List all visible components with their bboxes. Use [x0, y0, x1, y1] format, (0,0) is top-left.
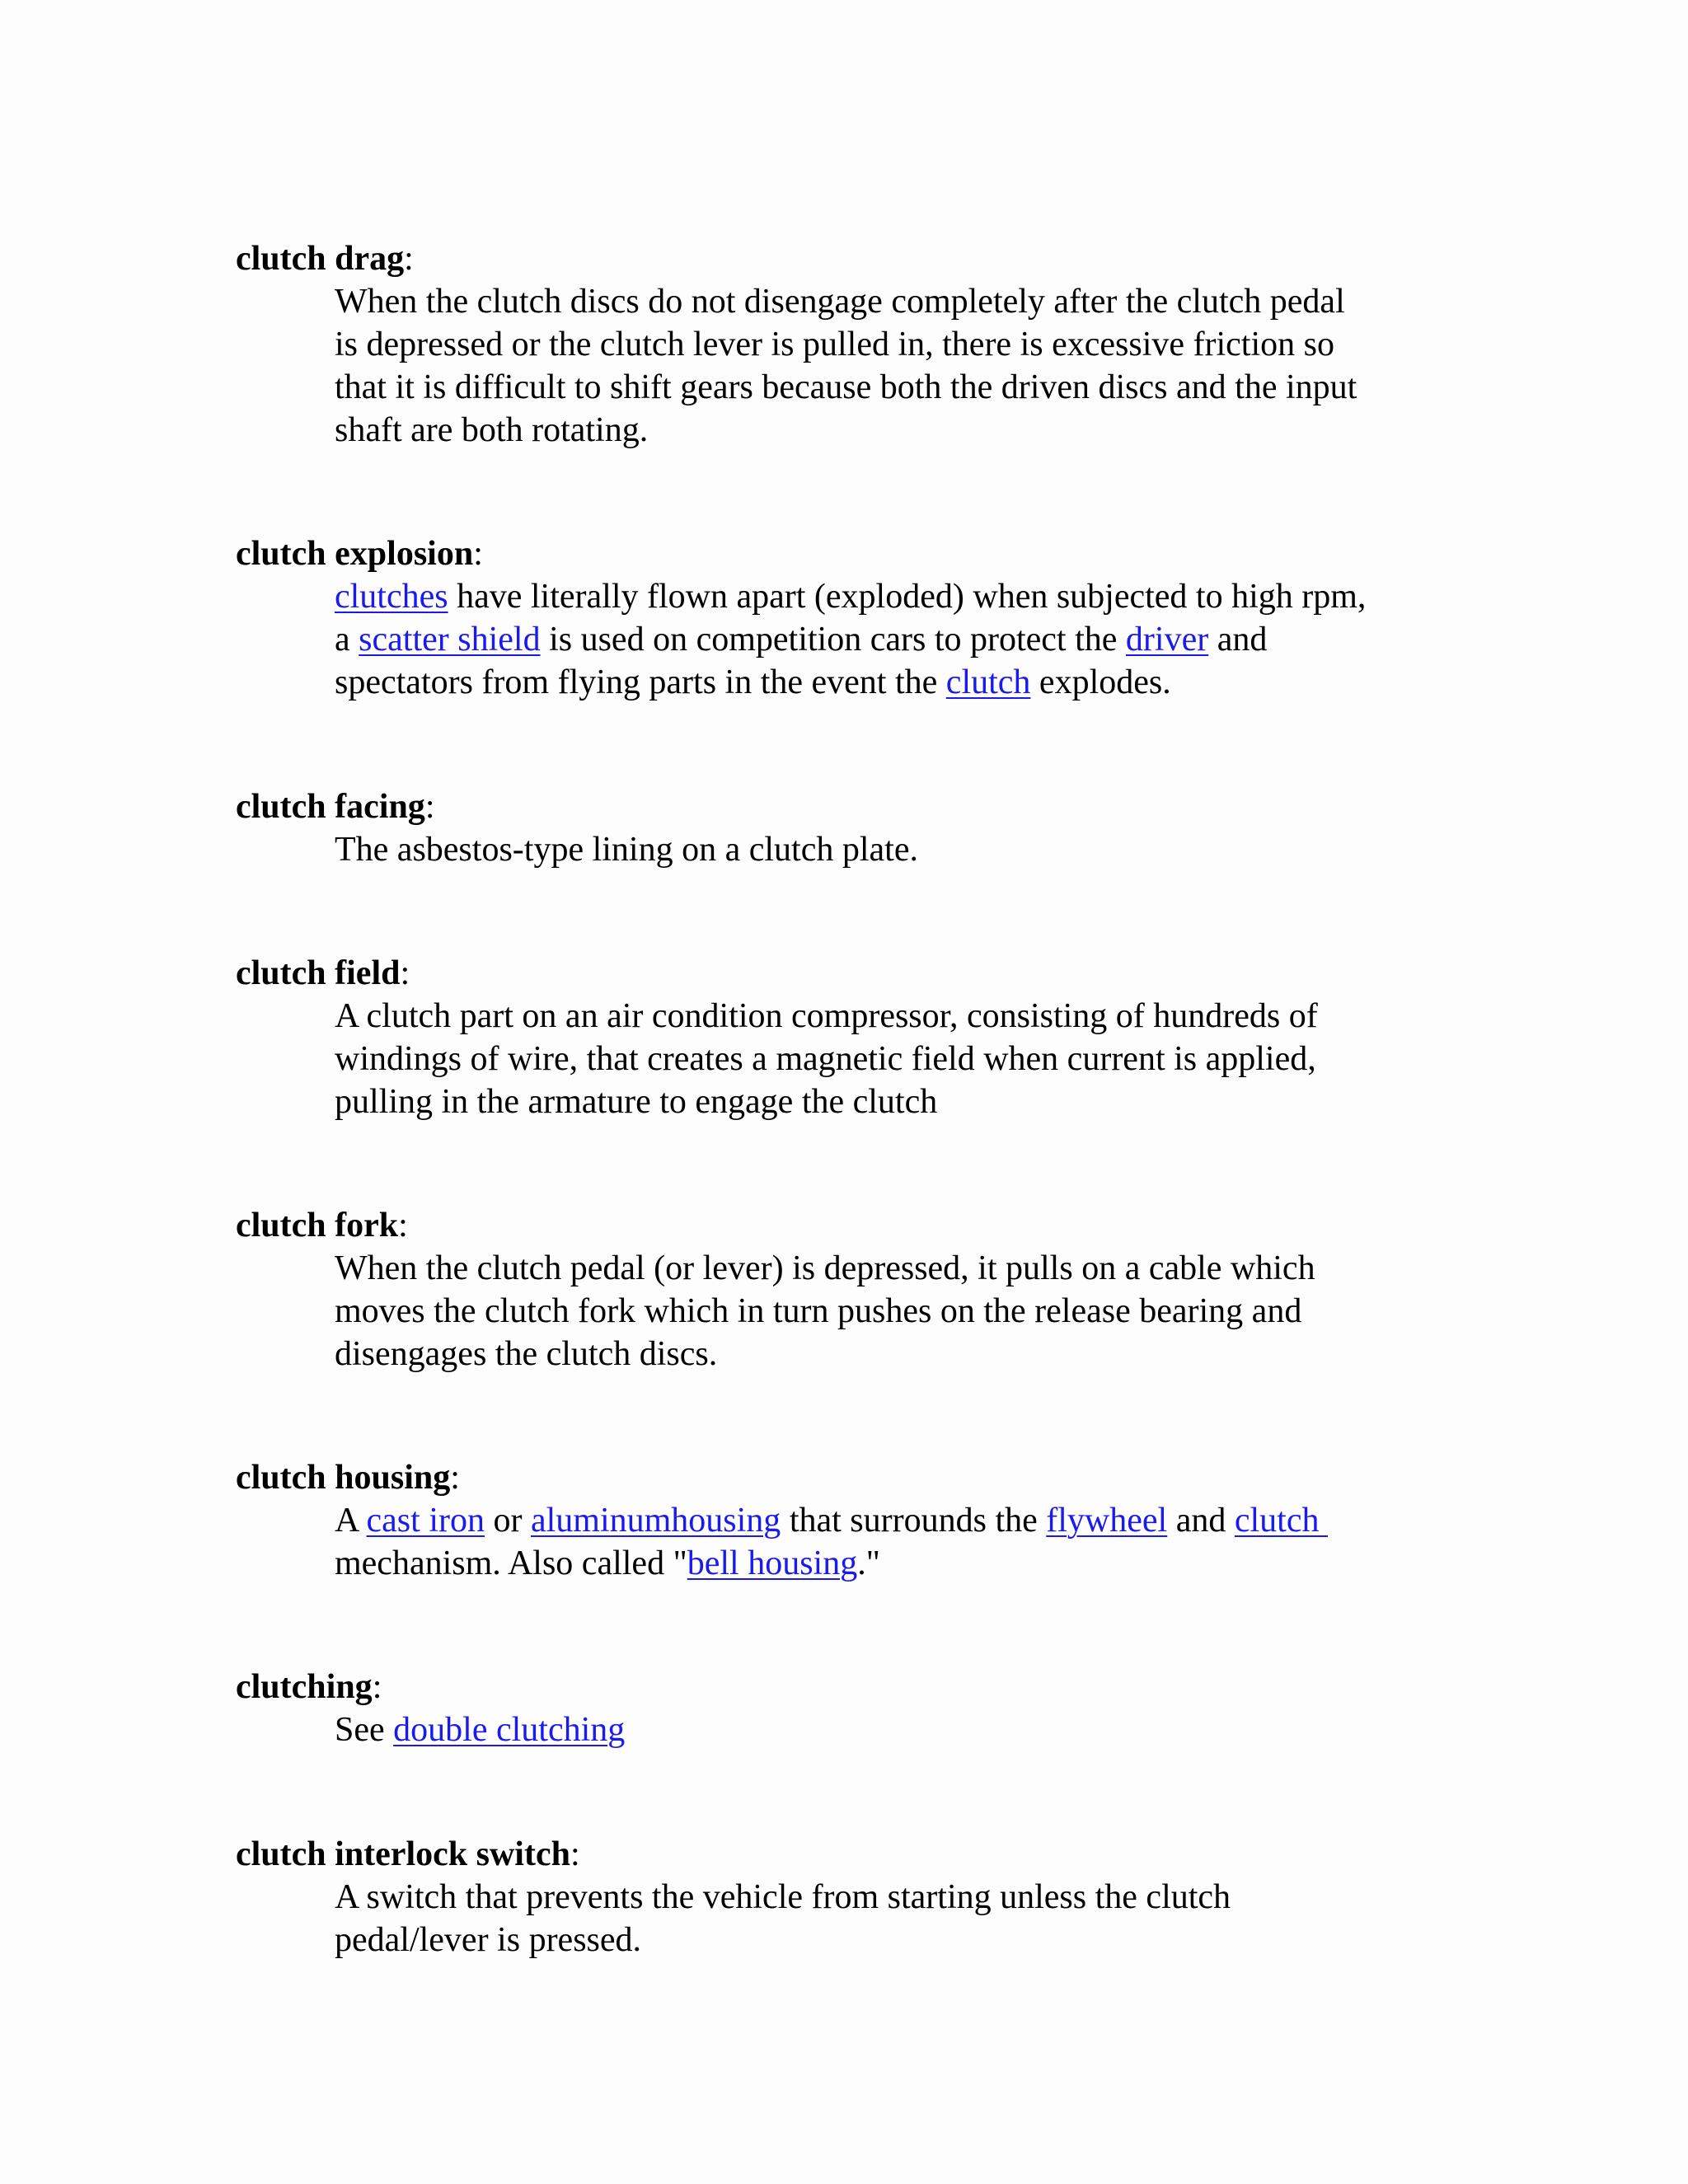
definition-line: The asbestos-type lining on a clutch plate. — [335, 831, 918, 869]
definition-text: spectators from flying parts in the event the — [335, 663, 946, 701]
glossary-entry-clutch-facing — [236, 785, 1472, 871]
link-scatter-shield[interactable]: scatter shield — [359, 621, 541, 658]
term-colon: : — [473, 535, 483, 573]
link-clutch[interactable]: clutch — [1234, 1502, 1328, 1540]
term-line — [236, 1666, 1472, 1708]
term-colon: : — [450, 1459, 460, 1497]
link-flywheel[interactable]: flywheel — [1046, 1502, 1168, 1540]
term-heading: clutch explosion — [236, 535, 474, 573]
link-clutches[interactable]: clutches — [335, 578, 448, 616]
definition — [335, 280, 1447, 452]
definition-line — [335, 618, 1447, 661]
link-driver[interactable]: driver — [1125, 621, 1209, 658]
link-aluminum-housing[interactable]: aluminumhousing — [530, 1502, 781, 1540]
definition-line: A switch that prevents the vehicle from starting unless the clutch — [335, 1878, 1231, 1916]
definition-line: is depressed or the clutch lever is pulled in, there is excessive friction so — [335, 326, 1334, 363]
glossary-entry-clutch-fork — [236, 1204, 1472, 1376]
definition-text: is used on competition cars to protect the — [540, 621, 1126, 658]
definition-line — [335, 1708, 1447, 1751]
definition-text: have literally flown apart (exploded) when subjected to high rpm, — [448, 578, 1367, 616]
term-colon: : — [424, 788, 435, 826]
definition — [335, 1499, 1447, 1585]
definition-line: When the clutch discs do not disengage completely after the clutch pedal — [335, 283, 1345, 321]
definition-text: that surrounds the — [781, 1502, 1047, 1540]
term-colon: : — [400, 954, 410, 992]
definition-line: pedal/lever is pressed. — [335, 1921, 642, 1959]
definition-text: ." — [857, 1544, 880, 1582]
glossary-entry-clutch-interlock-switch — [236, 1833, 1472, 1961]
term-heading: clutch facing — [236, 788, 425, 826]
term-line — [236, 1833, 1472, 1876]
glossary-entry-clutching — [236, 1666, 1472, 1751]
glossary-entry-clutch-field — [236, 952, 1472, 1123]
definition-text: A — [335, 1502, 367, 1540]
definition-line: A clutch part on an air condition compressor, consisting of hundreds of — [335, 997, 1318, 1035]
term-line — [236, 1204, 1472, 1247]
definition-line: that it is difficult to shift gears because both the driven discs and the input — [335, 368, 1357, 406]
definition-line: pulling in the armature to engage the clutch — [335, 1083, 938, 1121]
glossary-entry-clutch-drag — [236, 237, 1472, 452]
term-colon: : — [398, 1207, 408, 1244]
definition-text: and — [1208, 621, 1268, 658]
term-heading: clutch fork — [236, 1207, 399, 1244]
definition-text: See — [335, 1711, 394, 1749]
term-line — [236, 237, 1472, 280]
definition-line: windings of wire, that creates a magnetic field when current is applied, — [335, 1040, 1316, 1078]
link-double-clutching[interactable]: double clutching — [393, 1711, 626, 1749]
term-line — [236, 952, 1472, 995]
definition-line — [335, 1499, 1447, 1542]
term-heading: clutch housing — [236, 1459, 451, 1497]
definition — [335, 575, 1447, 704]
definition — [335, 1708, 1447, 1751]
definition — [335, 995, 1447, 1123]
definition — [335, 1876, 1447, 1961]
term-colon: : — [570, 1835, 580, 1873]
term-line — [236, 785, 1472, 828]
glossary-entry-clutch-housing — [236, 1456, 1472, 1585]
definition-text: or — [484, 1502, 531, 1540]
definition-line — [335, 1542, 1447, 1585]
definition-line: When the clutch pedal (or lever) is depressed, it pulls on a cable which — [335, 1249, 1315, 1287]
term-colon: : — [372, 1668, 382, 1706]
definition-line: moves the clutch fork which in turn pushes on the release bearing and — [335, 1292, 1302, 1330]
term-heading: clutch field — [236, 954, 401, 992]
term-line — [236, 532, 1472, 575]
term-heading: clutch drag — [236, 240, 405, 278]
link-cast-iron[interactable]: cast iron — [366, 1502, 485, 1540]
glossary-entry-clutch-explosion — [236, 532, 1472, 704]
link-clutch[interactable]: clutch — [945, 663, 1031, 701]
definition-text: mechanism. Also called " — [335, 1544, 687, 1582]
definition-line: disengages the clutch discs. — [335, 1335, 718, 1373]
link-bell-housing[interactable]: bell housing — [687, 1544, 858, 1582]
definition-line — [335, 661, 1447, 704]
definition-text: and — [1167, 1502, 1235, 1540]
definition — [335, 1247, 1447, 1376]
term-line — [236, 1456, 1472, 1499]
definition-text: explodes. — [1030, 663, 1171, 701]
term-heading: clutching — [236, 1668, 373, 1706]
definition-line: shaft are both rotating. — [335, 411, 649, 449]
definition — [335, 828, 1447, 871]
term-heading: clutch interlock switch — [236, 1835, 570, 1873]
definition-line — [335, 575, 1447, 618]
term-colon: : — [404, 240, 414, 278]
definition-text: a — [335, 621, 359, 658]
